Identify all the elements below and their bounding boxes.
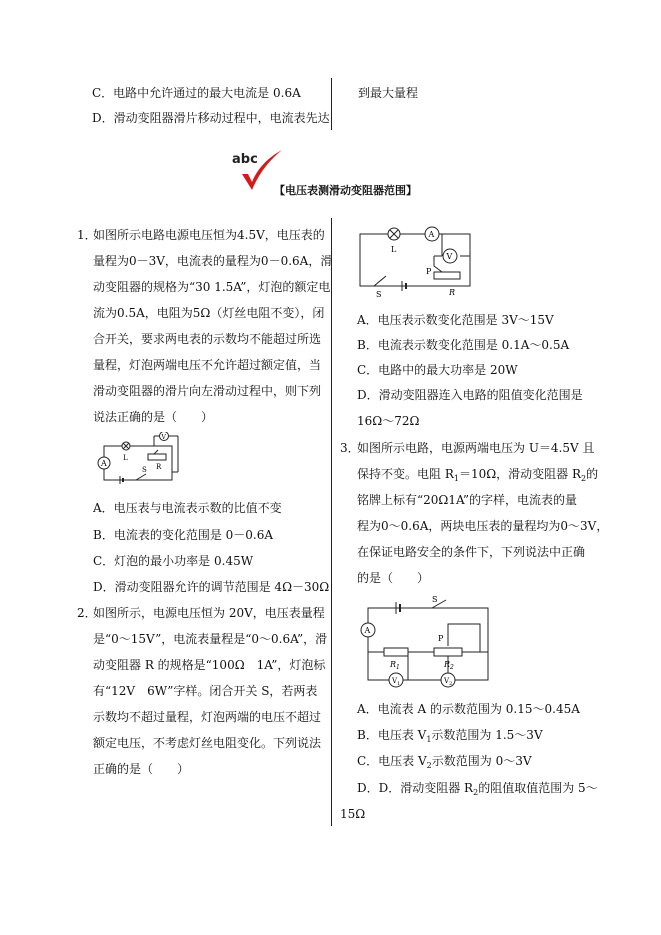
column-divider-main [331,218,332,826]
q3-switch [432,595,446,608]
q2-text-line: 动变阻器 R 的规格是“100Ω 1A”，灯泡标 [93,658,326,672]
q2-slider-label: P [426,267,432,276]
q1-voltmeter [160,432,169,441]
q3-voltmeter-v2 [441,673,455,687]
q3-option-c: C．电压表 $V_2$示数范围为 0～3V [357,754,532,770]
q3-text-line: 如图所示电路，电源两端电压为 U＝4.5V 且 [357,441,595,455]
svg-text:V: V [161,434,166,441]
prev-option-d-continued: 到最大量程 [358,86,419,100]
q3-number: 3． [340,441,360,455]
q2-option-a: A．电压表示数变化范围是 3V～15V [357,313,554,327]
q1-resistor-label: R [156,463,162,471]
q3-r2-label: $R_2$ [444,660,454,671]
q1-text-line: 流为0.5A，电阻为5Ω（灯丝电阻不变），闭 [93,306,325,320]
q1-text-line: 滑动变阻器的滑片向左滑动过程中，则下列 [93,384,322,398]
q3-slider-label: P [438,634,444,643]
q2-number: 2． [77,606,97,620]
prev-option-d: D．滑动变阻器滑片移动过程中，电流表先达 [92,111,330,125]
section-title: 【电压表测滑动变阻器范围】 [274,184,417,197]
q1-option-a: A．电压表与电流表示数的比值不变 [93,501,282,515]
q3-option-b: B．电压表 $V_1$示数范围为 1.5～3V [357,728,543,744]
q2-voltmeter [443,249,457,263]
q2-option-d-continued: 16Ω～72Ω [357,414,420,428]
q2-switch [374,276,386,298]
q1-option-d: D．滑动变阻器允许的调节范围是 4Ω－30Ω [93,580,330,594]
q1-text-line: 说法正确的是（ ） [93,410,214,424]
q1-switch [136,466,147,480]
q3-text-line: 铭牌上标有“20Ω1A”的字样，电流表的量 [357,493,578,507]
q2-text-line: 额定电压，不考虑灯丝电阻变化。下列说法 [93,736,322,750]
q2-resistor-label: R [449,288,456,297]
svg-text:S: S [432,595,438,604]
q3-r1-label: $R_1$ [390,660,400,671]
q3-option-d-continued: 15Ω [340,807,366,821]
svg-text:S: S [376,290,382,298]
q1-lamp [122,442,130,462]
svg-text:L: L [391,245,397,254]
q2-text-line: 示数均不超过量程，灯泡两端的电压不超过 [93,710,322,724]
column-divider-top [331,78,332,130]
svg-text:L: L [123,454,128,462]
q3-text-line: 的是（ ） [357,571,430,585]
svg-text:V: V [446,252,453,261]
prev-option-c: C．电路中允许通过的最大电流是 0.6A [92,86,301,100]
svg-text:A: A [428,230,435,239]
q1-circuit-diagram [92,432,184,488]
q2-option-b: B．电流表示数变化范围是 0.1A～0.5A [357,338,570,352]
q1-text-line: 量程，灯泡两端电压不允许超过额定值，当 [93,358,322,372]
svg-text:A: A [101,459,107,468]
q3-circuit-diagram [350,594,500,694]
svg-text:V2: $V_2$ [444,677,453,687]
q1-option-c: C．灯泡的最小功率是 0.45W [93,554,254,568]
q3-text-line: 在保证电路安全的条件下，下列说法中正确 [357,545,586,559]
q3-option-a: A．电流表 A 的示数范围为 0.15～0.45A [357,702,580,716]
q3-text-line: 程为0～0.6A，两块电压表的量程均为0～3V， [357,519,609,533]
svg-text:A: A [364,626,371,635]
q2-text-line: 是“0～15V”，电流表量程是“0～0.6A”，滑 [93,632,328,646]
q2-text-line: 如图所示，电源电压恒为 20V，电压表量程 [93,606,325,620]
q2-lamp [388,228,400,254]
q2-ammeter [425,227,439,241]
q3-option-d: D．D．滑动变阻器 $R_2$的阻值取值范围为 5～ [357,781,598,797]
q2-text-line: 有“12V 6W”字样。闭合开关 S，若两表 [93,684,318,698]
q2-option-d: D．滑动变阻器连入电路的阻值变化范围是 [357,388,583,402]
q1-text-line: 量程为0－3V，电流表的量程为0－0.6A，滑 [93,254,333,268]
q2-text-line: 正确的是（ ） [93,762,190,776]
svg-text:S: S [142,466,147,474]
q1-ammeter [98,457,110,469]
q1-text-line: 动变阻器的规格为“30 1.5A”，灯泡的额定电 [93,280,331,294]
q1-option-b: B．电流表的变化范围是 0－0.6A [93,528,274,542]
svg-text:V1: $V_1$ [392,677,401,687]
q1-text-line: 如图所示电路电源电压恒为4.5V，电压表的 [93,228,325,242]
q3-ammeter [361,623,375,637]
badge-label: abc [232,152,258,167]
q2-circuit-diagram [350,216,480,298]
q3-voltmeter-v1 [389,673,403,687]
q1-number: 1． [77,228,97,242]
q1-text-line: 合开关，要求两电表的示数均不能超过所选 [93,332,322,346]
q2-option-c: C．电路中的最大功率是 20W [357,363,518,377]
q3-text-line: 保持不变。电阻 $R_1=10\Omega$，滑动变阻器 $R_2$的 [357,467,599,483]
